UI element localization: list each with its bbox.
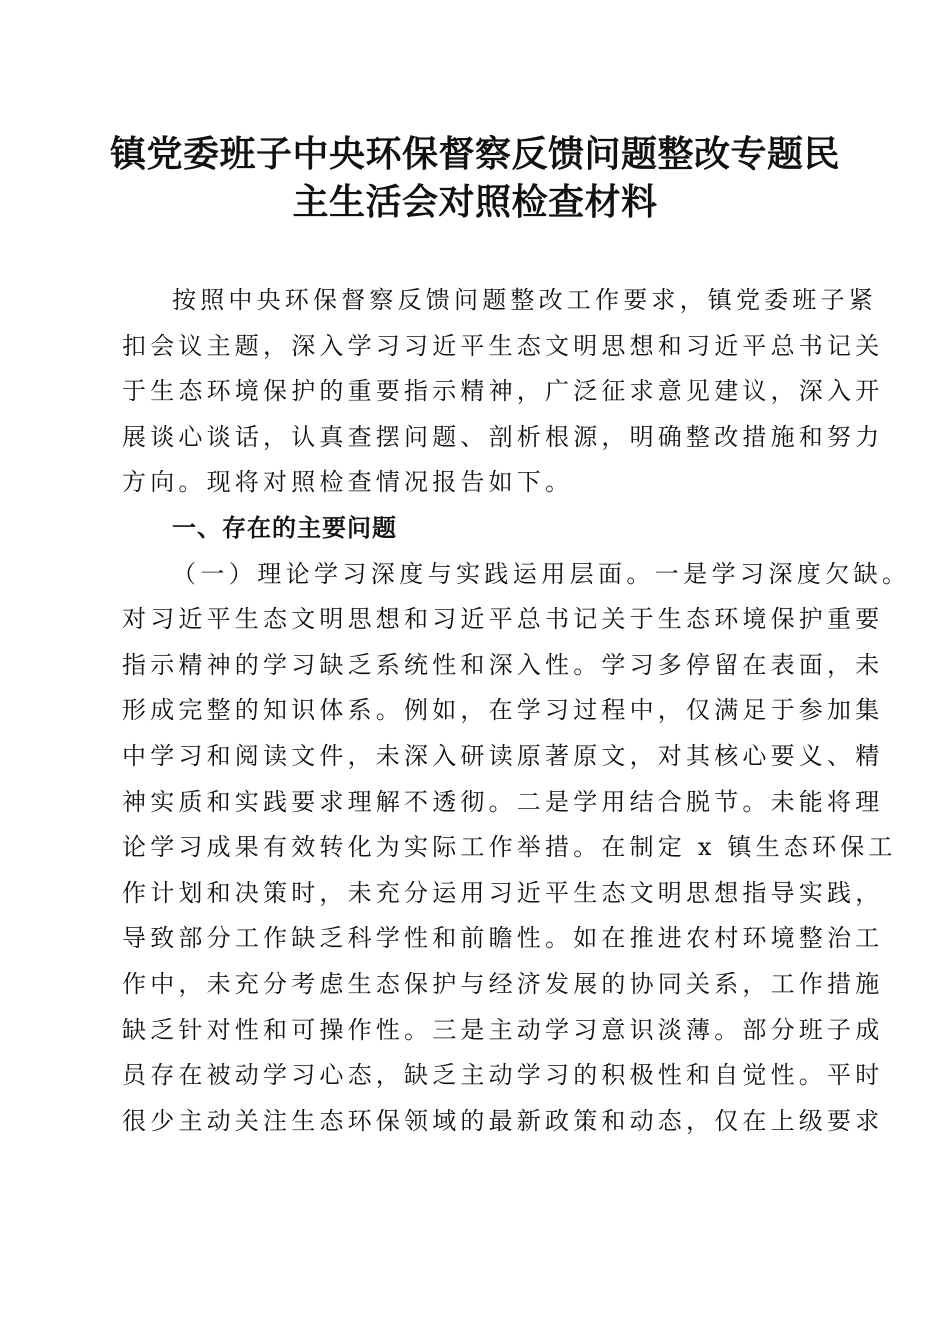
paragraph-line: 指示精神的学习缺乏系统性和深入性。学习多停留在表面，未	[122, 650, 884, 679]
paragraph-line: 作计划和决策时，未充分运用习近平生态文明思想指导实践，	[122, 878, 884, 907]
paragraph-line: 中学习和阅读文件，未深入研读原著原文，对其核心要义、精	[122, 741, 884, 770]
paragraph-line: 导致部分工作缺乏科学性和前瞻性。如在推进农村环境整治工	[122, 924, 884, 953]
title-line-1: 镇党委班子中央环保督察反馈问题整改专题民	[109, 133, 840, 175]
intro-line: 方向。现将对照检查情况报告如下。	[122, 468, 574, 497]
intro-line: 按照中央环保督察反馈问题整改工作要求，镇党委班子紧	[172, 286, 877, 314]
paragraph-line: 作中，未充分考虑生态保护与经济发展的协同关系，工作措施	[122, 969, 884, 998]
document-body	[122, 278, 911, 1144]
paragraph-line: 论学习成果有效转化为实际工作举措。在制定 x 镇生态环保工	[122, 833, 897, 862]
intro-line: 展谈心谈话，认真查摆问题、剖析根源，明确整改措施和努力	[122, 422, 884, 451]
paragraph-line: 形成完整的知识体系。例如，在学习过程中，仅满足于参加集	[122, 696, 884, 725]
paragraph-line: 缺乏针对性和可操作性。三是主动学习意识淡薄。部分班子成	[122, 1015, 884, 1044]
paragraph-line: 很少主动关注生态环保领域的最新政策和动态，仅在上级要求	[122, 1106, 884, 1135]
document-title	[100, 130, 850, 226]
paragraph-line: 员存在被动学习心态，缺乏主动学习的积极性和自觉性。平时	[122, 1061, 884, 1090]
section-heading: 一、存在的主要问题	[172, 513, 397, 542]
paragraph-line: 对习近平生态文明思想和习近平总书记关于生态环境保护重要	[122, 605, 884, 634]
title-line-2: 主生活会对照检查材料	[292, 181, 658, 223]
intro-line: 于生态环境保护的重要指示精神，广泛征求意见建议，深入开	[122, 377, 884, 406]
intro-line: 扣会议主题，深入学习习近平生态文明思想和习近平总书记关	[122, 331, 884, 360]
paragraph-line: 神实质和实践要求理解不透彻。二是学用结合脱节。未能将理	[122, 787, 884, 816]
subsection-first-line: （一）理论学习深度与实践运用层面。一是学习深度欠缺。	[172, 559, 911, 588]
